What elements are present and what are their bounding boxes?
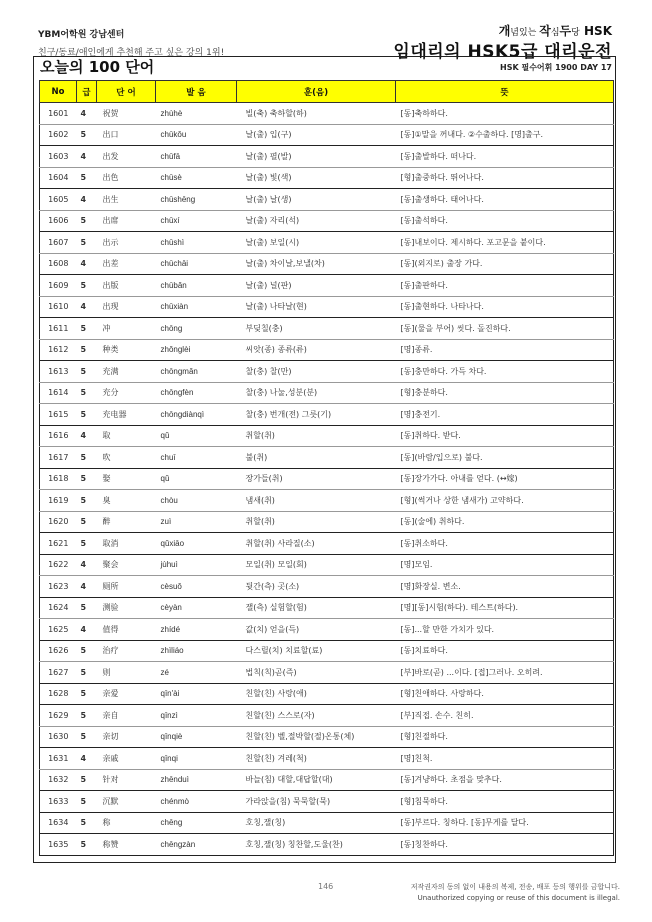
cell-number: 1633	[40, 791, 77, 813]
cell-meaning: [형](썩거나 상한 냄새가) 고약하다.	[396, 490, 614, 512]
cell-reading: 날(출) 빛(색)	[237, 167, 396, 189]
table-row	[40, 683, 614, 705]
cell-number: 1634	[40, 812, 77, 834]
cell-pinyin: chòu	[156, 490, 237, 512]
table-row	[40, 275, 614, 297]
cell-level: 5	[77, 834, 97, 856]
cell-number: 1628	[40, 683, 77, 705]
cell-level: 4	[77, 253, 97, 275]
cell-reading: 날(출) 자리(석)	[237, 210, 396, 232]
cell-reading: 날(출) 입(구)	[237, 124, 396, 146]
table-row	[40, 382, 614, 404]
cell-word: 充满	[97, 361, 156, 383]
cell-word: 称	[97, 812, 156, 834]
cell-meaning: [동]치료하다.	[396, 640, 614, 662]
cell-reading: 가라앉을(침) 묵묵할(묵)	[237, 791, 396, 813]
cell-meaning: [동]부르다. 칭하다. [동]무게를 달다.	[396, 812, 614, 834]
cell-number: 1617	[40, 447, 77, 469]
table-row	[40, 232, 614, 254]
cell-word: 出现	[97, 296, 156, 318]
cell-number: 1631	[40, 748, 77, 770]
table-row	[40, 167, 614, 189]
cell-pinyin: qǔ	[156, 468, 237, 490]
table-row	[40, 511, 614, 533]
table-row	[40, 705, 614, 727]
cell-reading: 친할(친) 스스로(자)	[237, 705, 396, 727]
cell-word: 出生	[97, 189, 156, 211]
cell-reading: 찰(충) 찰(만)	[237, 361, 396, 383]
cell-reading: 잴(측) 실험할(험)	[237, 597, 396, 619]
cell-reading: 모일(취) 모일(회)	[237, 554, 396, 576]
cell-level: 5	[77, 726, 97, 748]
table-row	[40, 619, 614, 641]
cell-reading: 법칙(칙)곧(즉)	[237, 662, 396, 684]
cell-number: 1615	[40, 404, 77, 426]
cell-meaning: [형]침묵하다.	[396, 791, 614, 813]
cell-meaning: [동]겨냥하다. 초점을 맞추다.	[396, 769, 614, 791]
vocabulary-table	[39, 80, 614, 856]
cell-word: 出版	[97, 275, 156, 297]
cell-number: 1607	[40, 232, 77, 254]
cell-level: 5	[77, 705, 97, 727]
cell-pinyin: chénmò	[156, 791, 237, 813]
cell-reading: 값(치) 얻을(득)	[237, 619, 396, 641]
cell-level: 5	[77, 511, 97, 533]
table-row	[40, 533, 614, 555]
column-header-reading: 훈(음)	[237, 81, 396, 103]
cell-reading: 씨앗(종) 종류(류)	[237, 339, 396, 361]
cell-level: 5	[77, 382, 97, 404]
section-subtitle: HSK 필수어휘 1900 DAY 17	[500, 63, 612, 72]
cell-reading: 날(출) 보일(시)	[237, 232, 396, 254]
cell-level: 4	[77, 189, 97, 211]
series-title-part: 작	[539, 24, 551, 38]
cell-reading: 장가들(취)	[237, 468, 396, 490]
series-title-part: 두	[559, 24, 572, 38]
cell-level: 5	[77, 468, 97, 490]
cell-meaning: [동](외지로) 출장 가다.	[396, 253, 614, 275]
cell-number: 1616	[40, 425, 77, 447]
cell-reading: 찰(충) 번개(전) 그릇(기)	[237, 404, 396, 426]
cell-number: 1606	[40, 210, 77, 232]
cell-meaning: [형]충분하다.	[396, 382, 614, 404]
cell-reading: 취할(취) 사라질(소)	[237, 533, 396, 555]
cell-pinyin: zuì	[156, 511, 237, 533]
cell-level: 5	[77, 812, 97, 834]
cell-number: 1627	[40, 662, 77, 684]
table-row	[40, 210, 614, 232]
cell-reading: 날(출) 차이날,보낼(차)	[237, 253, 396, 275]
cell-word: 亲戚	[97, 748, 156, 770]
cell-word: 针对	[97, 769, 156, 791]
cell-reading: 찰(충) 나눌,성분(분)	[237, 382, 396, 404]
cell-level: 4	[77, 619, 97, 641]
cell-number: 1608	[40, 253, 77, 275]
cell-number: 1618	[40, 468, 77, 490]
table-row	[40, 597, 614, 619]
cell-reading: 냄새(취)	[237, 490, 396, 512]
cell-pinyin: qǔ	[156, 425, 237, 447]
cell-pinyin: chōngfèn	[156, 382, 237, 404]
cell-pinyin: chūxiàn	[156, 296, 237, 318]
cell-word: 称赞	[97, 834, 156, 856]
cell-meaning: [명]친척.	[396, 748, 614, 770]
cell-word: 娶	[97, 468, 156, 490]
cell-reading: 친할(친) 사랑(애)	[237, 683, 396, 705]
series-title-part: 심	[550, 28, 560, 38]
table-row	[40, 726, 614, 748]
cell-word: 冲	[97, 318, 156, 340]
column-header-word: 단 어	[97, 81, 156, 103]
page-number: 146	[318, 882, 334, 891]
cell-number: 1604	[40, 167, 77, 189]
table-row	[40, 361, 614, 383]
cell-meaning: [명][동]시험(하다). 테스트(하다).	[396, 597, 614, 619]
cell-word: 醉	[97, 511, 156, 533]
cell-level: 5	[77, 769, 97, 791]
cell-number: 1602	[40, 124, 77, 146]
cell-level: 5	[77, 210, 97, 232]
table-row	[40, 748, 614, 770]
cell-meaning: [형]친애하다. 사랑하다.	[396, 683, 614, 705]
cell-reading: 다스릴(치) 치료할(료)	[237, 640, 396, 662]
cell-word: 测验	[97, 597, 156, 619]
table-row	[40, 103, 614, 125]
cell-reading: 바늘(침) 대할,대답할(대)	[237, 769, 396, 791]
cell-number: 1601	[40, 103, 77, 125]
cell-number: 1605	[40, 189, 77, 211]
cell-word: 厕所	[97, 576, 156, 598]
cell-pinyin: cèyàn	[156, 597, 237, 619]
cell-meaning: [부]바로(곧) ...이다. [접]그러나. 오히려.	[396, 662, 614, 684]
cell-level: 5	[77, 791, 97, 813]
table-body	[40, 103, 614, 856]
cell-pinyin: qǔxiāo	[156, 533, 237, 555]
cell-meaning: [동]출발하다. 떠나다.	[396, 146, 614, 168]
tagline: 친구/동료/애인에게 추천해 주고 싶은 강의 1위!	[38, 48, 225, 58]
table-row	[40, 554, 614, 576]
cell-pinyin: chūbǎn	[156, 275, 237, 297]
cell-level: 5	[77, 447, 97, 469]
cell-level: 4	[77, 425, 97, 447]
cell-pinyin: zhìliáo	[156, 640, 237, 662]
cell-word: 祝贺	[97, 103, 156, 125]
cell-word: 充电器	[97, 404, 156, 426]
cell-pinyin: zhǒnglèi	[156, 339, 237, 361]
cell-meaning: [동]...할 만한 가치가 있다.	[396, 619, 614, 641]
cell-level: 4	[77, 296, 97, 318]
cell-number: 1611	[40, 318, 77, 340]
cell-number: 1626	[40, 640, 77, 662]
cell-word: 出示	[97, 232, 156, 254]
cell-word: 亲自	[97, 705, 156, 727]
cell-meaning: [동]출현하다. 나타나다.	[396, 296, 614, 318]
cell-number: 1610	[40, 296, 77, 318]
cell-reading: 부딪칠(충)	[237, 318, 396, 340]
table-row	[40, 318, 614, 340]
cell-reading: 빌(축) 축하할(하)	[237, 103, 396, 125]
cell-word: 亲爱	[97, 683, 156, 705]
table-row	[40, 834, 614, 856]
cell-pinyin: jùhuì	[156, 554, 237, 576]
copyright-korean: 저작권자의 동의 없이 내용의 복제, 전송, 배포 등의 행위를 금합니다.	[410, 883, 620, 891]
cell-pinyin: chūchāi	[156, 253, 237, 275]
school-name: YBM어학원 강남센터	[38, 30, 125, 40]
cell-pinyin: chūkǒu	[156, 124, 237, 146]
table-row	[40, 253, 614, 275]
cell-meaning: [부]직접. 손수. 친히.	[396, 705, 614, 727]
table-row	[40, 490, 614, 512]
cell-level: 5	[77, 167, 97, 189]
cell-pinyin: zhēnduì	[156, 769, 237, 791]
cell-level: 5	[77, 339, 97, 361]
cell-word: 取	[97, 425, 156, 447]
cell-meaning: [동](물을 부어) 씻다. 돌진하다.	[396, 318, 614, 340]
cell-level: 5	[77, 662, 97, 684]
table-row	[40, 425, 614, 447]
cell-word: 沉默	[97, 791, 156, 813]
cell-number: 1632	[40, 769, 77, 791]
table-row	[40, 576, 614, 598]
cell-meaning: [형]출중하다. 뛰어나다.	[396, 167, 614, 189]
cell-meaning: [형]친절하다.	[396, 726, 614, 748]
table-row	[40, 296, 614, 318]
cell-level: 4	[77, 748, 97, 770]
cell-pinyin: cèsuǒ	[156, 576, 237, 598]
column-header-no: No	[40, 81, 77, 103]
cell-reading: 뒷간(측) 곳(소)	[237, 576, 396, 598]
cell-reading: 날(출) 펼(발)	[237, 146, 396, 168]
cell-level: 4	[77, 146, 97, 168]
cell-number: 1623	[40, 576, 77, 598]
table-row	[40, 812, 614, 834]
cell-number: 1629	[40, 705, 77, 727]
cell-reading: 호칭,잴(칭)	[237, 812, 396, 834]
cell-pinyin: chōngmǎn	[156, 361, 237, 383]
cell-meaning: [동]칭찬하다.	[396, 834, 614, 856]
cell-word: 种类	[97, 339, 156, 361]
cell-pinyin: qīnzì	[156, 705, 237, 727]
cell-word: 取消	[97, 533, 156, 555]
copyright-english: Unauthorized copying or reuse of this document is illegal.	[417, 894, 620, 902]
cell-word: 出差	[97, 253, 156, 275]
cell-reading: 날(출) 널(판)	[237, 275, 396, 297]
cell-level: 5	[77, 404, 97, 426]
column-header-pronunciation: 발 음	[156, 81, 237, 103]
cell-meaning: [동]축하하다.	[396, 103, 614, 125]
cell-word: 出口	[97, 124, 156, 146]
cell-pinyin: chūshēng	[156, 189, 237, 211]
table-row	[40, 447, 614, 469]
cell-word: 出席	[97, 210, 156, 232]
cell-meaning: [동](술에) 취하다.	[396, 511, 614, 533]
cell-meaning: [동]출판하다.	[396, 275, 614, 297]
cell-meaning: [동]취하다. 받다.	[396, 425, 614, 447]
cell-level: 5	[77, 683, 97, 705]
table-row	[40, 339, 614, 361]
series-title-part: 개	[498, 24, 511, 38]
cell-word: 充分	[97, 382, 156, 404]
cell-level: 4	[77, 576, 97, 598]
cell-level: 5	[77, 124, 97, 146]
cell-pinyin: chūsè	[156, 167, 237, 189]
cell-number: 1619	[40, 490, 77, 512]
column-header-level: 급	[77, 81, 97, 103]
cell-word: 出色	[97, 167, 156, 189]
table-row	[40, 146, 614, 168]
cell-meaning: [동]장가가다. 아내를 얻다. (↔嫁)	[396, 468, 614, 490]
cell-pinyin: chūfā	[156, 146, 237, 168]
cell-number: 1624	[40, 597, 77, 619]
cell-level: 5	[77, 490, 97, 512]
cell-reading: 호칭,잴(칭) 칭찬할,도울(찬)	[237, 834, 396, 856]
cell-word: 亲切	[97, 726, 156, 748]
cell-number: 1603	[40, 146, 77, 168]
cell-pinyin: zhídé	[156, 619, 237, 641]
cell-pinyin: qīnqiè	[156, 726, 237, 748]
cell-pinyin: qīn'ài	[156, 683, 237, 705]
cell-meaning: [동]내보이다. 제시하다. 포고문을 붙이다.	[396, 232, 614, 254]
table-row	[40, 662, 614, 684]
cell-pinyin: chōng	[156, 318, 237, 340]
cell-pinyin: chūxí	[156, 210, 237, 232]
series-title-part: HSK	[579, 24, 612, 38]
cell-meaning: [명]종류.	[396, 339, 614, 361]
cell-pinyin: zé	[156, 662, 237, 684]
cell-meaning: [명]충전기.	[396, 404, 614, 426]
cell-number: 1625	[40, 619, 77, 641]
table-row	[40, 468, 614, 490]
cell-pinyin: chūshì	[156, 232, 237, 254]
cell-meaning: [동]충만하다. 가득 차다.	[396, 361, 614, 383]
series-title-part: 당	[571, 28, 580, 38]
cell-number: 1630	[40, 726, 77, 748]
cell-reading: 취할(취)	[237, 425, 396, 447]
cell-number: 1620	[40, 511, 77, 533]
cell-reading: 친할(친) 겨레(척)	[237, 748, 396, 770]
cell-meaning: [동]출생하다. 태어나다.	[396, 189, 614, 211]
cell-reading: 친할(친) 벨,절박할(절)온통(체)	[237, 726, 396, 748]
cell-level: 4	[77, 103, 97, 125]
cell-number: 1613	[40, 361, 77, 383]
cell-number: 1614	[40, 382, 77, 404]
course-title: 임대리의 HSK5급 대리운전	[393, 42, 612, 62]
table-row	[40, 124, 614, 146]
table-header-row	[40, 81, 614, 103]
cell-number: 1621	[40, 533, 77, 555]
cell-word: 治疗	[97, 640, 156, 662]
series-title-part: 념있는	[510, 28, 540, 38]
cell-reading: 취할(취)	[237, 511, 396, 533]
cell-word: 聚会	[97, 554, 156, 576]
cell-level: 4	[77, 554, 97, 576]
cell-level: 5	[77, 318, 97, 340]
table-row	[40, 791, 614, 813]
table-row	[40, 189, 614, 211]
cell-number: 1635	[40, 834, 77, 856]
cell-level: 5	[77, 275, 97, 297]
cell-number: 1609	[40, 275, 77, 297]
cell-reading: 불(취)	[237, 447, 396, 469]
table-row	[40, 404, 614, 426]
cell-pinyin: qīnqi	[156, 748, 237, 770]
cell-word: 出发	[97, 146, 156, 168]
cell-level: 5	[77, 597, 97, 619]
cell-level: 5	[77, 640, 97, 662]
cell-meaning: [명]모임.	[396, 554, 614, 576]
section-title: 오늘의 100 단어	[40, 58, 155, 76]
cell-pinyin: chuī	[156, 447, 237, 469]
cell-pinyin: chēng	[156, 812, 237, 834]
cell-word: 臭	[97, 490, 156, 512]
cell-meaning: [명]화장실. 변소.	[396, 576, 614, 598]
cell-level: 5	[77, 533, 97, 555]
cell-pinyin: chēngzàn	[156, 834, 237, 856]
cell-pinyin: chōngdiànqì	[156, 404, 237, 426]
table-row	[40, 769, 614, 791]
cell-number: 1612	[40, 339, 77, 361]
table-row	[40, 640, 614, 662]
cell-word: 值得	[97, 619, 156, 641]
copyright-notice	[411, 882, 620, 904]
cell-meaning: [동](바람/입으로) 불다.	[396, 447, 614, 469]
cell-word: 则	[97, 662, 156, 684]
cell-meaning: [동]①말을 꺼내다. ②수출하다. [명]출구.	[396, 124, 614, 146]
cell-meaning: [동]취소하다.	[396, 533, 614, 555]
cell-word: 吹	[97, 447, 156, 469]
column-header-meaning: 뜻	[396, 81, 614, 103]
cell-level: 5	[77, 361, 97, 383]
cell-number: 1622	[40, 554, 77, 576]
cell-pinyin: zhùhè	[156, 103, 237, 125]
cell-reading: 날(출) 나타날(현)	[237, 296, 396, 318]
cell-level: 5	[77, 232, 97, 254]
cell-meaning: [동]출석하다.	[396, 210, 614, 232]
cell-reading: 날(출) 날(생)	[237, 189, 396, 211]
